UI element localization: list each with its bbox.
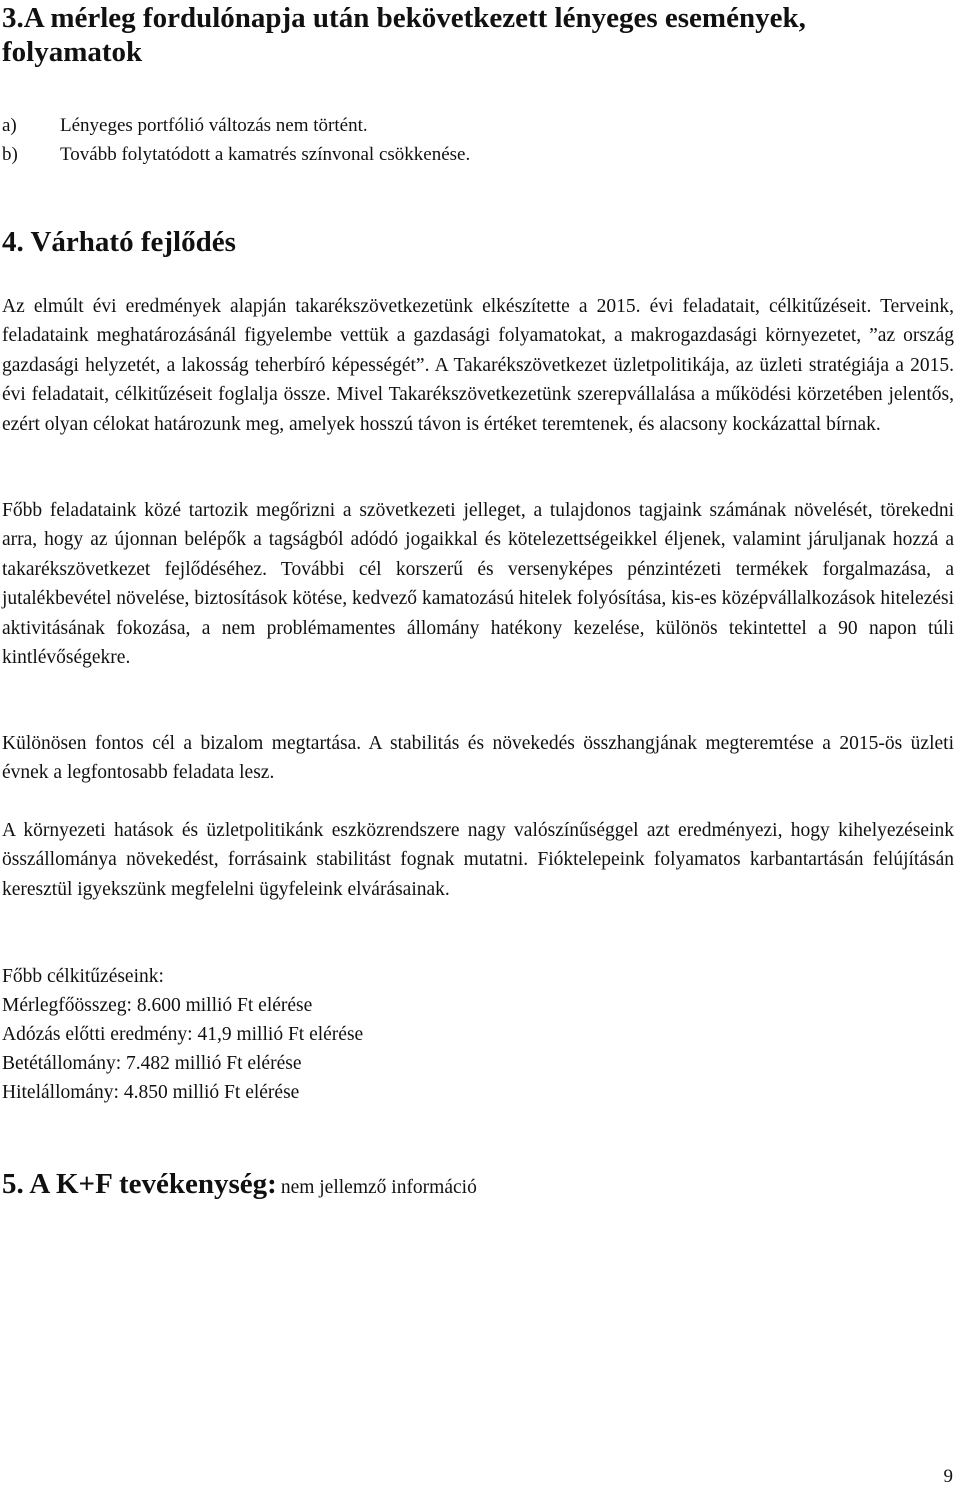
paragraph-trust: Különösen fontos cél a bizalom megtartása. A stabilitás és növekedés összhangjának megteremtése a 2015-ös üzleti évnek a legfontosabb feladata lesz. (2, 733, 954, 784)
page-number: 9 (943, 1466, 953, 1487)
goal-loans: Hitelállomány: 4.850 millió Ft elérése (2, 1082, 300, 1103)
list-marker: b) (2, 144, 18, 165)
section-3-title-line-2: folyamatok (2, 36, 143, 68)
paragraph-environment: A környezeti hatások és üzletpolitikánk eszközrendszere nagy valószínűséggel azt eredményezi, hogy kihelyezéseink összállománya növekedést, forrásaink stabilitást fognak mutatni. Fióktelepeink folyamatos karbantartásán felújításán keresztül igyekszünk megfelelni ügyfeleink elvárásainak. (2, 820, 954, 900)
list-item-text: Lényeges portfólió változás nem történt. (60, 115, 368, 136)
section-5-text: nem jellemző információ (280, 1177, 477, 1198)
list-item-text: Tovább folytatódott a kamatrés színvonal csökkenése. (60, 144, 471, 165)
section-4-title: 4. Várható fejlődés (2, 226, 236, 258)
paragraph-strategy: Az elmúlt évi eredmények alapján takarékszövetkezetünk elkészítette a 2015. évi feladatait, célkitűzéseit. Terveink, feladataink meghatározásánál figyelembe vettük a gazdasági folyamatokat, a makrogazdasági környezetet, ”az ország gazdasági helyzetét, a lakosság teherbíró képességét”. A Takarékszövetkezet üzletpolitikája, az üzleti stratégiája a 2015. évi feladatait, célkitűzéseit foglalja össze. Mivel Takarékszövetkezetünk szerepvállalása a működési körzetében jelentős, ezért olyan célokat határozunk meg, amelyek hosszú távon is értéket teremtenek, és alacsony kockázattal bírnak. (2, 296, 954, 435)
list-item-a (2, 112, 368, 140)
paragraph-main-tasks: Főbb feladataink közé tartozik megőrizni a szövetkezeti jelleget, a tulajdonos tagjaink számának növelését, törekedni arra, hogy az újonnan belépők a tagságból adódó jogaikkal és kötelezettségeikkel éljenek, valamint járuljanak hozzá a takarékszövetkezet fejlődéséhez. További cél korszerű és versenyképes pénzintézeti termékek forgalmazása, a jutalékbevétel növelése, biztosítások kötése, kedvező kamatozású hitelek folyósítása, kis-es középvállalkozások hitelezési aktivitásának fokozása, a nem problémamentes állomány hatékony kezelése, különös tekintettel a 90 napon túli kintlévőségekre. (2, 500, 954, 669)
section-5-title: 5. A K+F tevékenység: (2, 1168, 277, 1200)
list-marker: a) (2, 115, 17, 136)
section-5 (2, 1164, 477, 1209)
section-3-title-line-1: 3.A mérleg fordulónapja után bekövetkezett lényeges események, (2, 2, 806, 34)
goal-balance-total: Mérlegfőösszeg: 8.600 millió Ft elérése (2, 995, 313, 1016)
goal-deposits: Betétállomány: 7.482 millió Ft elérése (2, 1053, 302, 1074)
list-item-b (2, 141, 470, 169)
goal-pretax-profit: Adózás előtti eredmény: 41,9 millió Ft elérése (2, 1024, 364, 1045)
goals-heading: Főbb célkitűzéseink: (2, 966, 164, 987)
